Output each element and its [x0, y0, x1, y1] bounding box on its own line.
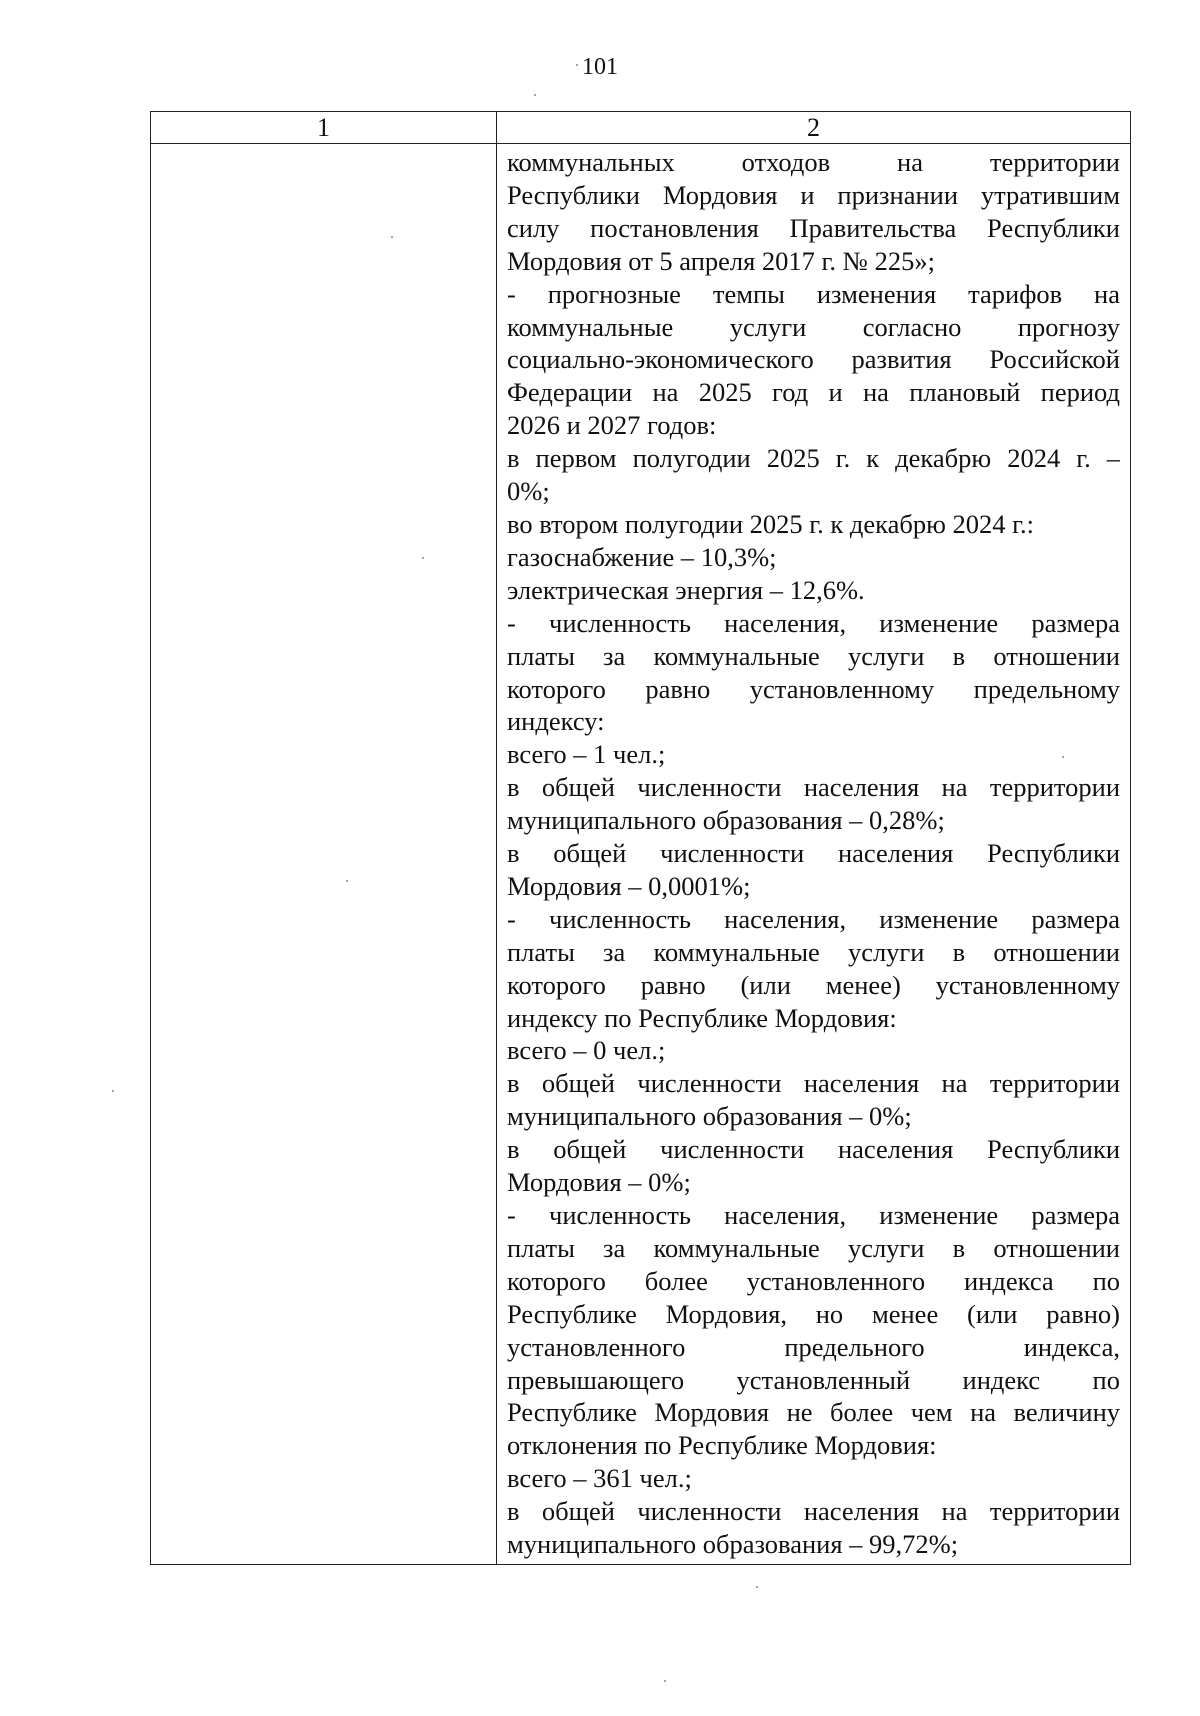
text-line: в общей численности населения на территории: [507, 772, 1120, 803]
text-line: платы за коммунальные услуги в отношении: [507, 640, 1120, 671]
text-line: которого более установленного индекса по: [507, 1265, 1120, 1296]
text-line: в первом полугодии 2025 г. к декабрю 2024 г. –: [507, 443, 1120, 474]
text-line: которого равно установленному предельному: [507, 673, 1120, 704]
text-line: Мордовия от 5 апреля 2017 г. № 225»;: [507, 245, 935, 276]
scan-speck: [756, 1586, 758, 1588]
column-header-2: 2: [497, 112, 1131, 144]
text-line: индексу по Республике Мордовия:: [507, 1002, 897, 1033]
document-table: [150, 111, 1131, 1565]
text-line: коммунальные услуги согласно прогнозу: [507, 311, 1120, 342]
text-line: Мордовия – 0%;: [507, 1167, 691, 1198]
text-line: платы за коммунальные услуги в отношении: [507, 1232, 1120, 1263]
scan-speck: [576, 64, 578, 66]
text-line: газоснабжение – 10,3%;: [507, 541, 777, 572]
scan-speck: [422, 557, 424, 559]
text-line: которого равно (или менее) установленному: [507, 969, 1120, 1000]
text-line: - численность населения, изменение размера: [507, 1200, 1120, 1230]
text-line: муниципального образования – 0,28%;: [507, 805, 945, 836]
column-header-1: 1: [151, 112, 497, 144]
scan-speck: [534, 94, 536, 96]
text-line: муниципального образования – 99,72%;: [507, 1529, 959, 1560]
text-line: всего – 1 чел.;: [507, 739, 666, 770]
text-line: в общей численности населения на территории: [507, 1068, 1120, 1099]
text-line: в общей численности населения Республики: [507, 838, 1120, 869]
text-line: Республике Мордовия, но менее (или равно): [507, 1298, 1120, 1329]
scan-speck: [1062, 756, 1064, 758]
text-line: Федерации на 2025 год и на плановый период: [507, 377, 1120, 408]
text-line: Республики Мордовия и признании утратившим: [507, 179, 1120, 210]
text-line: отклонения по Республике Мордовия:: [507, 1430, 937, 1461]
text-line: - численность населения, изменение размера: [507, 903, 1120, 934]
scan-speck: [346, 880, 348, 882]
text-line: 2026 и 2027 годов:: [507, 410, 717, 441]
page-number: 101: [582, 54, 618, 80]
text-line: во втором полугодии 2025 г. к декабрю 2024 г.:: [507, 508, 1035, 539]
text-line: всего – 0 чел.;: [507, 1035, 666, 1066]
text-line: в общей численности населения Республики: [507, 1134, 1120, 1165]
scan-speck: [391, 236, 393, 238]
text-line: Мордовия – 0,0001%;: [507, 870, 751, 901]
scan-speck: [112, 1090, 114, 1092]
text-line: силу постановления Правительства Республики: [507, 212, 1120, 243]
text-line: муниципального образования – 0%;: [507, 1101, 912, 1132]
text-line: индексу:: [507, 706, 605, 737]
column-1-cell: [151, 144, 497, 1565]
text-line: платы за коммунальные услуги в отношении: [507, 936, 1120, 967]
text-line: всего – 361 чел.;: [507, 1463, 692, 1494]
scan-speck: [664, 1680, 666, 1682]
table-row: [151, 144, 1131, 1565]
text-line: 0%;: [507, 476, 550, 507]
text-line: - численность населения, изменение размера: [507, 607, 1120, 638]
text-line: превышающего установленный индекс по: [507, 1364, 1120, 1395]
column-2-cell: [497, 144, 1131, 1565]
text-line: - прогнозные темпы изменения тарифов на: [507, 278, 1120, 309]
text-line: в общей численности населения на территории: [507, 1496, 1120, 1527]
text-line: коммунальных отходов на территории: [507, 147, 1120, 177]
text-line: социально-экономического развития Российской: [507, 344, 1120, 375]
text-line: установленного предельного индекса,: [507, 1331, 1120, 1362]
text-line: электрическая энергия – 12,6%.: [507, 574, 865, 605]
table-header-row: [151, 112, 1131, 144]
text-line: Республике Мордовия не более чем на величину: [507, 1397, 1120, 1428]
